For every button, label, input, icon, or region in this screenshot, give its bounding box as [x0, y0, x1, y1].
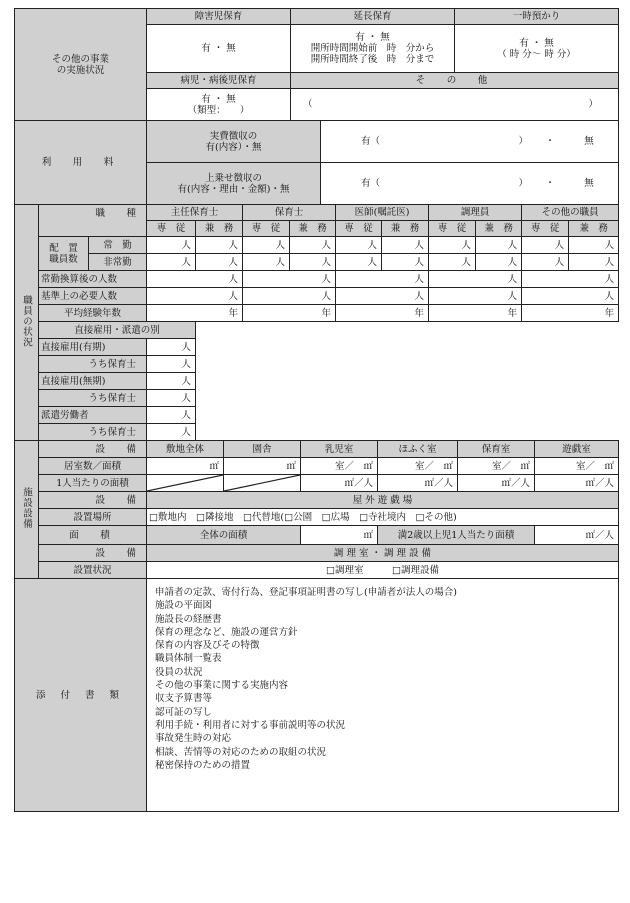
sqm-per-person-cell[interactable]: ㎡／人: [458, 475, 535, 492]
actual-cost-dot: ・: [545, 136, 555, 147]
temp-care-header: 一時預かり: [455, 9, 619, 25]
job-type-1: 保育士: [243, 205, 336, 221]
person-cell[interactable]: 人: [336, 254, 382, 271]
extended-care-header: 延長保育: [291, 9, 455, 25]
rooms-area-row: [15, 458, 619, 475]
rooms-area-label: 居室数／面積: [39, 458, 147, 475]
regular-label: 常 勤: [89, 237, 147, 254]
equipment-label: 設 備: [39, 545, 147, 562]
actual-cost-label: [147, 121, 321, 163]
attachments-title: 添 付 書 類: [15, 579, 147, 812]
attachment-item: 相談、苦情等の対応のための取組の状況: [155, 746, 327, 758]
attachment-item: 収支予算書等: [155, 693, 213, 705]
person-cell[interactable]: 人: [429, 237, 476, 254]
fulltime-label: 専 従: [336, 221, 382, 237]
person-cell[interactable]: 人: [476, 237, 522, 254]
attachment-item: 職員体制一覧表: [155, 653, 222, 665]
facility-side-text: 施設設備: [21, 487, 32, 529]
staff-table: [14, 204, 619, 441]
install-label: 設置状況: [39, 562, 147, 579]
facility-col-2: 乳児室: [301, 441, 378, 458]
person-cell[interactable]: 人: [147, 271, 243, 288]
year-cell[interactable]: 年: [429, 305, 522, 322]
employment-row-label: 直接雇用(無期): [39, 373, 147, 390]
nonregular-staff-row: [15, 254, 619, 271]
person-cell[interactable]: 人: [147, 407, 196, 424]
person-cell[interactable]: 人: [522, 254, 569, 271]
surcharge-label-line2: 有(内容・理由・金額)・無: [177, 183, 290, 195]
person-cell[interactable]: 人: [147, 288, 243, 305]
room-sqm-cell[interactable]: 室／ ㎡: [301, 458, 378, 475]
parttime-label: 兼 務: [476, 221, 522, 237]
required-label: 基準上の必要人数: [39, 288, 147, 305]
regular-staff-row: [15, 237, 619, 254]
experience-label: 平均経験年数: [39, 305, 147, 322]
employment-row-label: うち保育士: [89, 390, 147, 407]
disabled-care-value[interactable]: 有 ・ 無: [147, 25, 291, 73]
room-sqm-cell[interactable]: 室／ ㎡: [458, 458, 535, 475]
nonregular-label: 非常勤: [89, 254, 147, 271]
person-cell[interactable]: 人: [147, 424, 196, 441]
attachment-item: その他の事業に関する実施内容: [155, 680, 289, 692]
equipment-label: 設 備: [39, 441, 147, 458]
facility-col-3: ほふく室: [378, 441, 458, 458]
indent-cell: [39, 356, 89, 373]
diagonal-cell: [224, 475, 301, 492]
person-cell[interactable]: 人: [336, 271, 429, 288]
sick-care-header: 病児・病後児保育: [147, 73, 291, 89]
sqm-per-person-cell[interactable]: ㎡／人: [535, 475, 619, 492]
cooking-header: 調 理 室 ・ 調 理 設 備: [147, 545, 619, 562]
disabled-care-header: 障害児保育: [147, 9, 291, 25]
temp-care-value[interactable]: [455, 25, 619, 73]
employment-row-label: 派遣労働者: [39, 407, 147, 424]
fulltime-label: 専 従: [243, 221, 290, 237]
person-cell[interactable]: 人: [243, 271, 336, 288]
person-cell[interactable]: 人: [476, 254, 522, 271]
person-cell[interactable]: 人: [382, 254, 429, 271]
person-cell[interactable]: 人: [336, 237, 382, 254]
indent-cell: [39, 390, 89, 407]
person-cell[interactable]: 人: [429, 288, 522, 305]
person-cell[interactable]: 人: [522, 271, 619, 288]
total-area-value[interactable]: ㎡: [301, 526, 378, 545]
facility-col-5: 遊戯室: [535, 441, 619, 458]
actual-cost-value[interactable]: [321, 121, 619, 163]
facility-col-4: 保育室: [458, 441, 535, 458]
staff-side-text: 職員の状況: [21, 294, 32, 348]
extended-care-value[interactable]: [291, 25, 455, 73]
attachment-item: 施設の平面図: [155, 600, 213, 612]
fulltime-label: 専 従: [147, 221, 196, 237]
empty-area: [196, 322, 619, 441]
other-business-table: [14, 8, 619, 121]
attachment-item: 保育の理念など、施設の運営方針: [155, 626, 298, 638]
person-cell[interactable]: 人: [243, 237, 290, 254]
person-cell[interactable]: 人: [147, 356, 196, 373]
person-cell[interactable]: 人: [290, 254, 336, 271]
actual-cost-label-line1: 実費徴収の: [209, 130, 258, 142]
actual-cost-open: 有（: [361, 136, 381, 147]
person-cell[interactable]: 人: [147, 254, 196, 271]
assigned-staff-label: [39, 237, 89, 271]
other-business-title-line1: その他の事業: [51, 53, 109, 65]
facility-col-0: 敷地全体: [147, 441, 224, 458]
actual-cost-label-line2: 有(内容）・無: [205, 141, 262, 153]
other-business-title-line2: の実施状況: [56, 64, 105, 76]
experience-row: [15, 305, 619, 322]
attachments-table: [14, 578, 619, 812]
surcharge-label: [147, 163, 321, 205]
attachment-item: 申請者の定款、寄付行為、登記事項証明書の写し(申請者が法人の場合): [155, 587, 457, 598]
surcharge-label-line1: 上乗せ徴収の: [204, 172, 262, 184]
employment-row-label: 直接雇用(有期): [39, 339, 147, 356]
person-cell[interactable]: 人: [147, 373, 196, 390]
converted-label: 常勤換算後の人数: [39, 271, 147, 288]
attachment-item: 利用手続・利用者に対する事前説明等の状況: [155, 719, 346, 731]
attachments-list: [147, 579, 619, 812]
person-cell[interactable]: 人: [196, 237, 243, 254]
equipment-label: 設 備: [39, 492, 147, 509]
parttime-label: 兼 務: [196, 221, 243, 237]
fulltime-label: 専 従: [522, 221, 569, 237]
person-cell[interactable]: 人: [243, 254, 290, 271]
assigned-label-line1: 配 置: [49, 242, 78, 254]
per-child-label: 満2歳以上児1人当たり面積: [378, 526, 535, 545]
fees-table: [14, 120, 619, 205]
fulltime-label: 専 従: [429, 221, 476, 237]
surcharge-value[interactable]: [321, 163, 619, 205]
facility-side-label: [15, 441, 39, 579]
attachment-item: 施設長の経歴書: [155, 613, 222, 625]
person-cell[interactable]: 人: [147, 339, 196, 356]
room-sqm-cell[interactable]: 室／ ㎡: [378, 458, 458, 475]
job-type-0: 主任保育士: [147, 205, 243, 221]
employment-row-label: うち保育士: [89, 424, 147, 441]
facility-table: [14, 440, 619, 579]
attachment-item: 事故発生時の対応: [155, 733, 232, 745]
person-cell[interactable]: 人: [522, 237, 569, 254]
other-business-title: [15, 9, 147, 121]
job-type-2: 医師(嘱託医): [336, 205, 429, 221]
attachment-item: 認可証の写し: [155, 706, 213, 718]
actual-cost-close: ）: [518, 136, 528, 147]
year-cell[interactable]: 年: [336, 305, 429, 322]
other-header: そ の 他: [291, 73, 619, 89]
extended-care-line1: 有 ・ 無: [355, 32, 390, 43]
location-label: 設置場所: [39, 509, 147, 526]
person-cell[interactable]: 人: [382, 237, 429, 254]
surcharge-dot: ・: [545, 178, 555, 189]
attachment-item: 役員の状況: [155, 666, 203, 678]
other-value[interactable]: [291, 89, 619, 121]
year-cell[interactable]: 年: [522, 305, 619, 322]
parttime-label: 兼 務: [290, 221, 336, 237]
person-cell[interactable]: 人: [429, 254, 476, 271]
assigned-label-line2: 職員数: [49, 253, 78, 265]
room-sqm-cell[interactable]: 室／ ㎡: [535, 458, 619, 475]
install-options[interactable]: □調理室 □調理設備: [147, 562, 619, 579]
facility-col-1: 園舎: [224, 441, 301, 458]
other-open-paren: （: [303, 99, 313, 110]
surcharge-open: 有（: [361, 178, 381, 189]
per-child-value[interactable]: ㎡／人: [535, 526, 619, 545]
location-options[interactable]: □敷地内 □隣接地 □代替地(□公園 □広場 □寺社境内 □その他): [147, 509, 619, 526]
person-cell[interactable]: 人: [429, 271, 522, 288]
temp-care-line2: （ 時 分～ 時 分）: [497, 48, 576, 60]
job-type-3: 調理員: [429, 205, 522, 221]
person-cell[interactable]: 人: [569, 237, 619, 254]
parttime-label: 兼 務: [382, 221, 429, 237]
surcharge-close: ）: [518, 178, 528, 189]
sqm-cell[interactable]: ㎡: [224, 458, 301, 475]
person-cell[interactable]: 人: [196, 254, 243, 271]
sick-care-line1: 有 ・ 無: [201, 93, 236, 105]
job-type-label: 職 種: [39, 205, 147, 237]
sqm-cell[interactable]: ㎡: [147, 458, 224, 475]
person-cell[interactable]: 人: [336, 288, 429, 305]
other-close-paren: ）: [588, 99, 598, 110]
actual-cost-none: 無: [584, 136, 594, 147]
sqm-per-person-cell[interactable]: ㎡／人: [301, 475, 378, 492]
converted-row: [15, 271, 619, 288]
total-area-label: 全体の面積: [147, 526, 301, 545]
person-cell[interactable]: 人: [290, 237, 336, 254]
staff-side-label: [15, 205, 39, 441]
outdoor-header: 屋 外 遊 戯 場: [147, 492, 619, 509]
area-label: 面 積: [39, 526, 147, 545]
indent-cell: [39, 424, 89, 441]
sick-care-line2: （類型： ）: [187, 104, 250, 116]
parttime-label: 兼 務: [569, 221, 619, 237]
year-cell[interactable]: 年: [147, 305, 243, 322]
attachment-item: 保育の内容及びその特徴: [155, 640, 260, 652]
per-person-label: 1人当たりの面積: [39, 475, 147, 492]
employment-header: 直接雇用・派遣の別: [39, 322, 196, 339]
person-cell[interactable]: 人: [147, 390, 196, 407]
diagonal-cell: [147, 475, 224, 492]
surcharge-none: 無: [584, 178, 594, 189]
sqm-per-person-cell[interactable]: ㎡／人: [378, 475, 458, 492]
job-type-4: その他の職員: [522, 205, 619, 221]
fees-title: 利 用 料: [15, 121, 147, 205]
temp-care-line1: 有 ・ 無: [519, 37, 554, 49]
year-cell[interactable]: 年: [243, 305, 336, 322]
person-cell[interactable]: 人: [569, 254, 619, 271]
extended-care-line3: 開所時間終了後 時 分まで: [310, 54, 435, 65]
person-cell[interactable]: 人: [522, 288, 619, 305]
sick-care-value[interactable]: [147, 89, 291, 121]
person-cell[interactable]: 人: [243, 288, 336, 305]
employment-row-label: うち保育士: [89, 356, 147, 373]
application-form: [14, 8, 618, 812]
extended-care-line2: 開所時間開始前 時 分から: [310, 43, 435, 54]
per-person-row: [15, 475, 619, 492]
attachment-item: 秘密保持のための措置: [155, 759, 251, 771]
required-row: [15, 288, 619, 305]
person-cell[interactable]: 人: [147, 237, 196, 254]
